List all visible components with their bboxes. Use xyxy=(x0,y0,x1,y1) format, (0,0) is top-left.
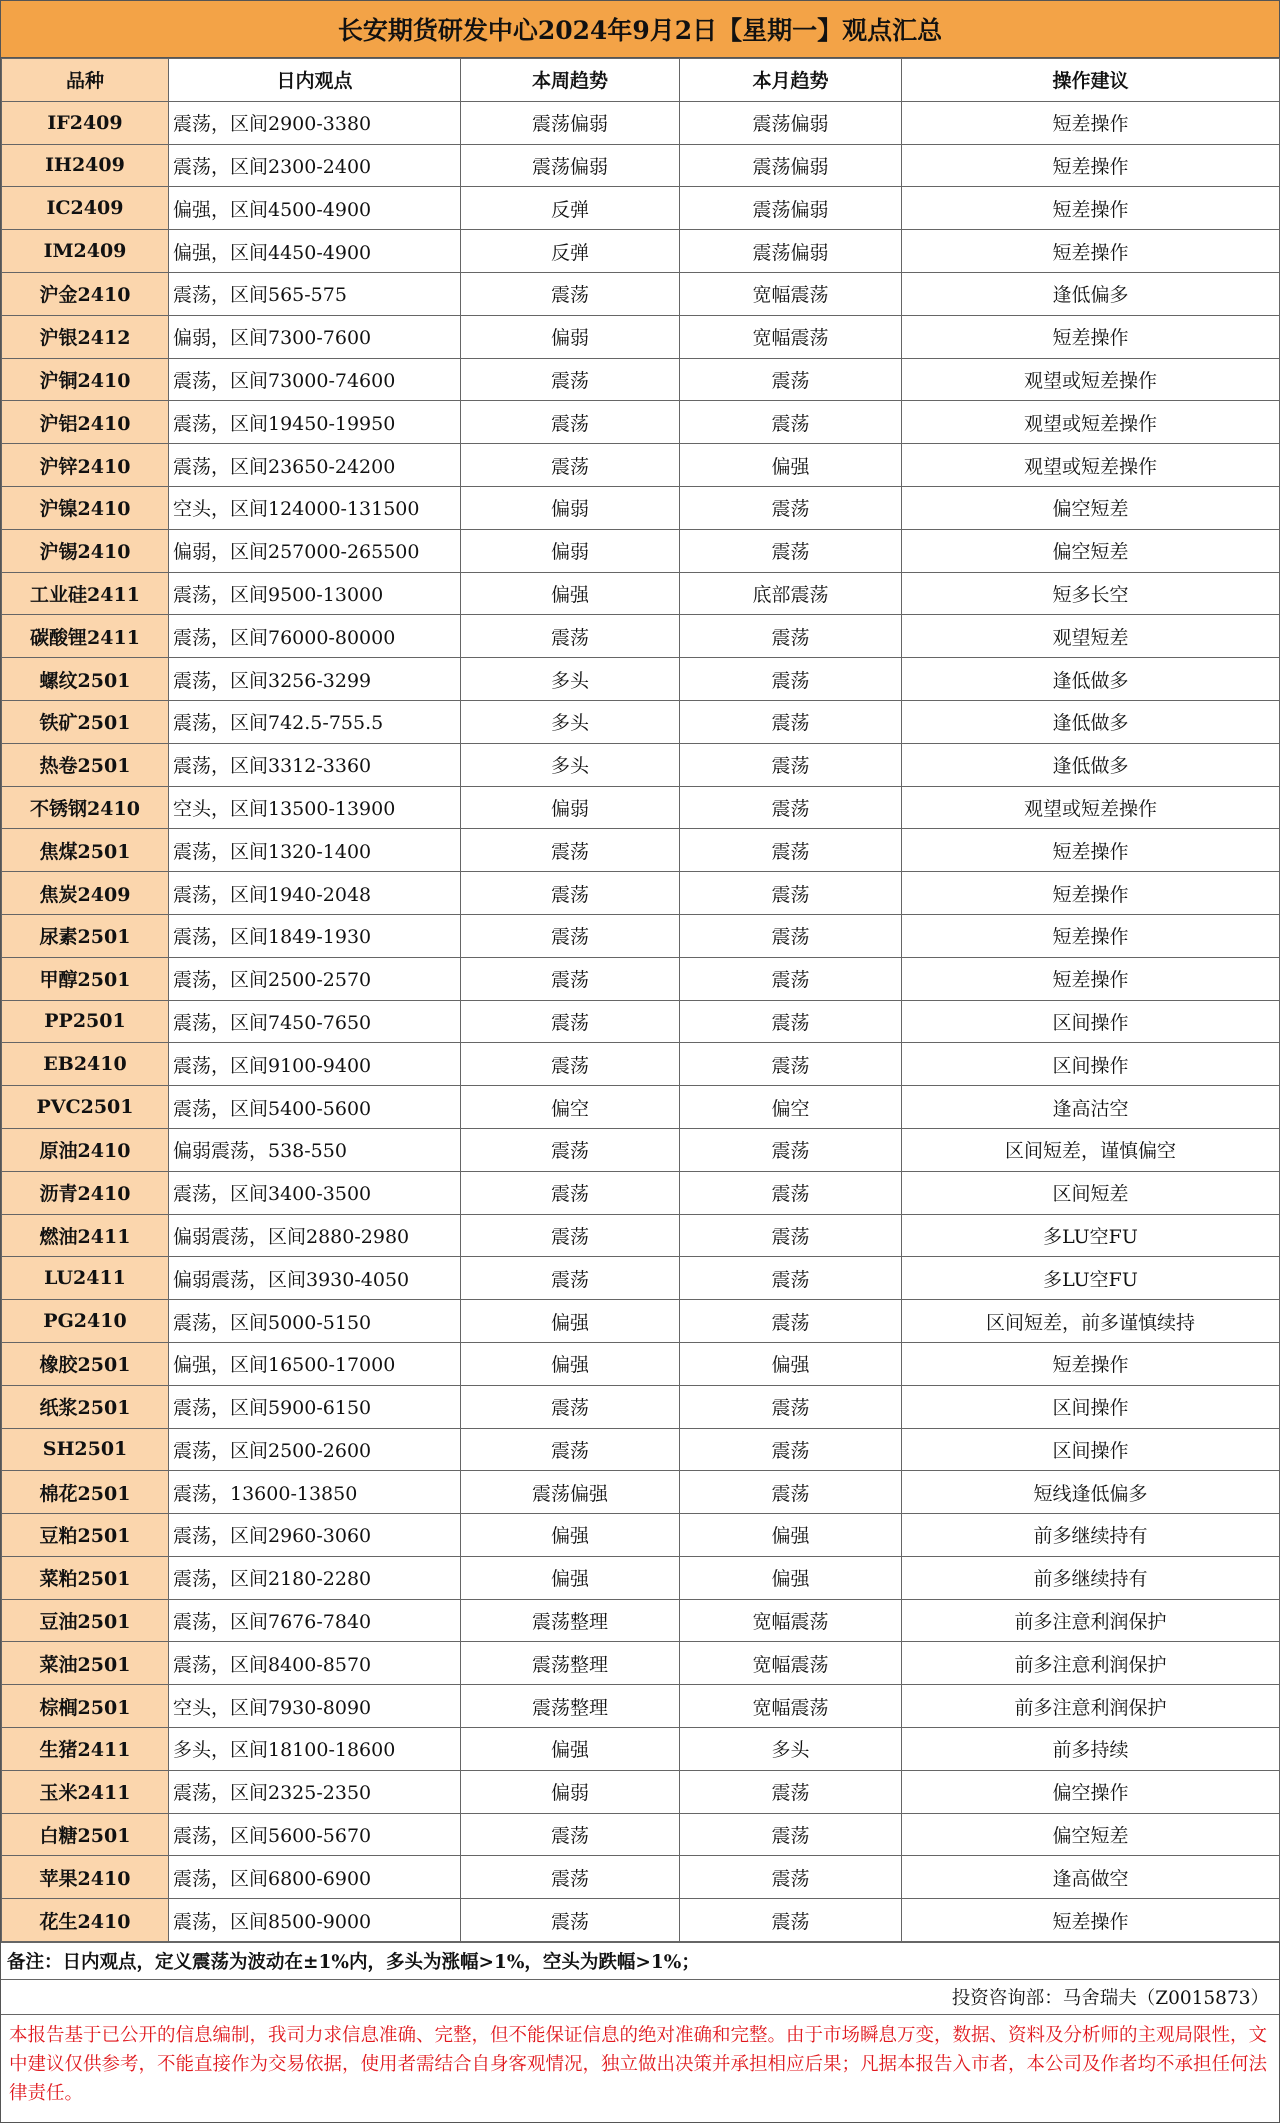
cell-intraday: 震荡，区间7676-7840 xyxy=(169,1599,461,1642)
cell-variety: SH2501 xyxy=(2,1428,169,1471)
cell-variety: 不锈钢2410 xyxy=(2,786,169,829)
cell-week-trend: 反弹 xyxy=(461,187,680,230)
table-row xyxy=(2,914,1280,957)
cell-week-trend: 震荡 xyxy=(461,272,680,315)
cell-variety: 白糖2501 xyxy=(2,1813,169,1856)
cell-variety: 碳酸锂2411 xyxy=(2,615,169,658)
cell-advice: 前多继续持有 xyxy=(902,1556,1280,1599)
cell-month-trend: 震荡 xyxy=(680,358,902,401)
cell-week-trend: 震荡偏强 xyxy=(461,1471,680,1514)
table-row xyxy=(2,1128,1280,1171)
table-row xyxy=(2,1385,1280,1428)
cell-variety: 沪镍2410 xyxy=(2,486,169,529)
cell-month-trend: 震荡 xyxy=(680,1300,902,1343)
table-row xyxy=(2,615,1280,658)
cell-week-trend: 偏强 xyxy=(461,572,680,615)
cell-intraday: 空头，区间124000-131500 xyxy=(169,486,461,529)
cell-intraday: 震荡，区间9100-9400 xyxy=(169,1043,461,1086)
cell-advice: 前多注意利润保护 xyxy=(902,1685,1280,1728)
cell-week-trend: 多头 xyxy=(461,700,680,743)
cell-advice: 多LU空FU xyxy=(902,1214,1280,1257)
cell-intraday: 震荡，区间7450-7650 xyxy=(169,1000,461,1043)
cell-month-trend: 震荡 xyxy=(680,1257,902,1300)
cell-week-trend: 震荡 xyxy=(461,1899,680,1942)
cell-week-trend: 偏弱 xyxy=(461,529,680,572)
cell-week-trend: 偏弱 xyxy=(461,315,680,358)
table-row xyxy=(2,1257,1280,1300)
cell-advice: 逢高做空 xyxy=(902,1856,1280,1899)
cell-intraday: 震荡，区间742.5-755.5 xyxy=(169,700,461,743)
cell-month-trend: 震荡 xyxy=(680,1128,902,1171)
cell-advice: 区间短差，谨慎偏空 xyxy=(902,1128,1280,1171)
header-intraday: 日内观点 xyxy=(169,59,461,102)
cell-advice: 短差操作 xyxy=(902,101,1280,144)
table-row xyxy=(2,230,1280,273)
cell-variety: 铁矿2501 xyxy=(2,700,169,743)
cell-week-trend: 震荡 xyxy=(461,1171,680,1214)
cell-intraday: 震荡，区间5000-5150 xyxy=(169,1300,461,1343)
table-row xyxy=(2,1770,1280,1813)
cell-advice: 偏空短差 xyxy=(902,1813,1280,1856)
cell-variety: 尿素2501 xyxy=(2,914,169,957)
cell-advice: 观望或短差操作 xyxy=(902,786,1280,829)
table-row xyxy=(2,872,1280,915)
cell-week-trend: 震荡整理 xyxy=(461,1642,680,1685)
table-row xyxy=(2,957,1280,1000)
cell-variety: 纸浆2501 xyxy=(2,1385,169,1428)
cell-variety: 螺纹2501 xyxy=(2,658,169,701)
table-row xyxy=(2,1642,1280,1685)
cell-intraday: 偏弱，区间257000-265500 xyxy=(169,529,461,572)
table-row xyxy=(2,1514,1280,1557)
cell-variety: 热卷2501 xyxy=(2,743,169,786)
cell-month-trend: 偏强 xyxy=(680,1514,902,1557)
table-row xyxy=(2,1556,1280,1599)
outlook-table xyxy=(1,58,1280,1942)
table-row xyxy=(2,1685,1280,1728)
cell-month-trend: 震荡 xyxy=(680,786,902,829)
table-row xyxy=(2,486,1280,529)
cell-month-trend: 震荡 xyxy=(680,957,902,1000)
header-advice: 操作建议 xyxy=(902,59,1280,102)
cell-week-trend: 震荡整理 xyxy=(461,1599,680,1642)
cell-month-trend: 震荡 xyxy=(680,615,902,658)
cell-advice: 偏空操作 xyxy=(902,1770,1280,1813)
cell-advice: 短差操作 xyxy=(902,230,1280,273)
cell-month-trend: 宽幅震荡 xyxy=(680,1642,902,1685)
cell-week-trend: 震荡偏弱 xyxy=(461,101,680,144)
table-row xyxy=(2,401,1280,444)
cell-advice: 区间操作 xyxy=(902,1000,1280,1043)
cell-month-trend: 偏强 xyxy=(680,444,902,487)
cell-intraday: 震荡，区间2300-2400 xyxy=(169,144,461,187)
table-row xyxy=(2,444,1280,487)
cell-variety: 工业硅2411 xyxy=(2,572,169,615)
cell-advice: 观望或短差操作 xyxy=(902,358,1280,401)
table-row xyxy=(2,572,1280,615)
table-row xyxy=(2,1000,1280,1043)
table-row xyxy=(2,144,1280,187)
cell-advice: 观望短差 xyxy=(902,615,1280,658)
cell-month-trend: 震荡 xyxy=(680,1770,902,1813)
cell-month-trend: 震荡 xyxy=(680,1214,902,1257)
cell-intraday: 震荡，区间1320-1400 xyxy=(169,829,461,872)
cell-intraday: 震荡，区间23650-24200 xyxy=(169,444,461,487)
table-row xyxy=(2,1813,1280,1856)
cell-advice: 前多注意利润保护 xyxy=(902,1599,1280,1642)
cell-week-trend: 偏强 xyxy=(461,1556,680,1599)
cell-month-trend: 偏空 xyxy=(680,1086,902,1129)
footnote: 备注：日内观点，定义震荡为波动在±1%内，多头为涨幅>1%，空头为跌幅>1%； xyxy=(1,1942,1279,1979)
cell-intraday: 偏强，区间4500-4900 xyxy=(169,187,461,230)
cell-intraday: 震荡，区间2500-2600 xyxy=(169,1428,461,1471)
cell-intraday: 震荡，区间2900-3380 xyxy=(169,101,461,144)
cell-variety: 沪铝2410 xyxy=(2,401,169,444)
cell-variety: PG2410 xyxy=(2,1300,169,1343)
report-title: 长安期货研发中心2024年9月2日【星期一】观点汇总 xyxy=(1,1,1279,58)
header-month-trend: 本月趋势 xyxy=(680,59,902,102)
cell-advice: 观望或短差操作 xyxy=(902,401,1280,444)
table-row xyxy=(2,358,1280,401)
cell-month-trend: 震荡 xyxy=(680,743,902,786)
cell-variety: IF2409 xyxy=(2,101,169,144)
header-variety: 品种 xyxy=(2,59,169,102)
cell-variety: IC2409 xyxy=(2,187,169,230)
cell-month-trend: 震荡 xyxy=(680,1471,902,1514)
table-row xyxy=(2,786,1280,829)
cell-intraday: 震荡，区间1940-2048 xyxy=(169,872,461,915)
cell-intraday: 震荡，区间5900-6150 xyxy=(169,1385,461,1428)
cell-month-trend: 震荡偏弱 xyxy=(680,230,902,273)
cell-month-trend: 震荡 xyxy=(680,486,902,529)
cell-variety: 豆粕2501 xyxy=(2,1514,169,1557)
cell-advice: 短差操作 xyxy=(902,829,1280,872)
table-row xyxy=(2,1342,1280,1385)
table-row xyxy=(2,1728,1280,1771)
cell-advice: 多LU空FU xyxy=(902,1257,1280,1300)
header-week-trend: 本周趋势 xyxy=(461,59,680,102)
cell-week-trend: 偏强 xyxy=(461,1728,680,1771)
cell-month-trend: 震荡 xyxy=(680,1385,902,1428)
table-row xyxy=(2,1086,1280,1129)
cell-variety: 沪银2412 xyxy=(2,315,169,358)
cell-variety: PVC2501 xyxy=(2,1086,169,1129)
cell-week-trend: 震荡 xyxy=(461,401,680,444)
cell-week-trend: 偏弱 xyxy=(461,786,680,829)
cell-advice: 短差操作 xyxy=(902,1342,1280,1385)
cell-week-trend: 多头 xyxy=(461,658,680,701)
cell-advice: 短差操作 xyxy=(902,957,1280,1000)
cell-advice: 短差操作 xyxy=(902,1899,1280,1942)
table-header-row xyxy=(2,59,1280,102)
cell-intraday: 偏弱震荡，区间3930-4050 xyxy=(169,1257,461,1300)
cell-month-trend: 震荡 xyxy=(680,1000,902,1043)
cell-variety: IH2409 xyxy=(2,144,169,187)
cell-intraday: 震荡，区间8400-8570 xyxy=(169,1642,461,1685)
cell-week-trend: 偏空 xyxy=(461,1086,680,1129)
table-row xyxy=(2,1899,1280,1942)
cell-variety: 焦煤2501 xyxy=(2,829,169,872)
cell-intraday: 震荡，13600-13850 xyxy=(169,1471,461,1514)
cell-advice: 前多继续持有 xyxy=(902,1514,1280,1557)
cell-week-trend: 震荡整理 xyxy=(461,1685,680,1728)
cell-variety: EB2410 xyxy=(2,1043,169,1086)
cell-week-trend: 反弹 xyxy=(461,230,680,273)
cell-month-trend: 震荡 xyxy=(680,1899,902,1942)
cell-month-trend: 震荡 xyxy=(680,658,902,701)
contact-line: 投资咨询部：马舍瑞夫（Z0015873） xyxy=(1,1979,1279,2014)
cell-variety: 沪锌2410 xyxy=(2,444,169,487)
cell-variety: 花生2410 xyxy=(2,1899,169,1942)
cell-intraday: 震荡，区间6800-6900 xyxy=(169,1856,461,1899)
cell-intraday: 偏强，区间4450-4900 xyxy=(169,230,461,273)
cell-variety: 橡胶2501 xyxy=(2,1342,169,1385)
cell-week-trend: 震荡 xyxy=(461,444,680,487)
disclaimer: 本报告基于已公开的信息编制，我司力求信息准确、完整，但不能保证信息的绝对准确和完整。由于市场瞬息万变，数据、资料及分析师的主观局限性，文中建议仅供参考，不能直接作为交易依据，使用者需结合自身客观情况，独立做出决策并承担相应后果；凡据本报告入市者，本公司及作者均不承担任何法律责任。 xyxy=(1,2014,1279,2122)
cell-advice: 偏空短差 xyxy=(902,486,1280,529)
cell-month-trend: 宽幅震荡 xyxy=(680,1685,902,1728)
cell-variety: 生猪2411 xyxy=(2,1728,169,1771)
cell-variety: 玉米2411 xyxy=(2,1770,169,1813)
cell-advice: 逢低做多 xyxy=(902,743,1280,786)
cell-month-trend: 震荡 xyxy=(680,1856,902,1899)
cell-intraday: 震荡，区间8500-9000 xyxy=(169,1899,461,1942)
table-row xyxy=(2,1171,1280,1214)
cell-month-trend: 偏强 xyxy=(680,1342,902,1385)
cell-intraday: 震荡，区间2325-2350 xyxy=(169,1770,461,1813)
cell-week-trend: 震荡 xyxy=(461,1043,680,1086)
cell-intraday: 震荡，区间19450-19950 xyxy=(169,401,461,444)
cell-variety: 焦炭2409 xyxy=(2,872,169,915)
cell-intraday: 震荡，区间76000-80000 xyxy=(169,615,461,658)
table-row xyxy=(2,1300,1280,1343)
cell-intraday: 震荡，区间565-575 xyxy=(169,272,461,315)
cell-week-trend: 震荡 xyxy=(461,1385,680,1428)
cell-advice: 短差操作 xyxy=(902,872,1280,915)
table-row xyxy=(2,529,1280,572)
cell-intraday: 偏弱震荡，区间2880-2980 xyxy=(169,1214,461,1257)
table-row xyxy=(2,272,1280,315)
cell-month-trend: 震荡 xyxy=(680,872,902,915)
table-row xyxy=(2,1043,1280,1086)
cell-week-trend: 偏强 xyxy=(461,1342,680,1385)
cell-intraday: 震荡，区间3256-3299 xyxy=(169,658,461,701)
cell-variety: 棉花2501 xyxy=(2,1471,169,1514)
cell-advice: 逢低做多 xyxy=(902,700,1280,743)
cell-week-trend: 偏弱 xyxy=(461,1770,680,1813)
cell-variety: 菜油2501 xyxy=(2,1642,169,1685)
cell-advice: 区间操作 xyxy=(902,1385,1280,1428)
cell-week-trend: 震荡 xyxy=(461,358,680,401)
table-row xyxy=(2,101,1280,144)
cell-advice: 短线逢低偏多 xyxy=(902,1471,1280,1514)
cell-advice: 区间短差，前多谨慎续持 xyxy=(902,1300,1280,1343)
cell-month-trend: 宽幅震荡 xyxy=(680,272,902,315)
cell-advice: 前多注意利润保护 xyxy=(902,1642,1280,1685)
cell-advice: 区间操作 xyxy=(902,1428,1280,1471)
cell-intraday: 偏弱，区间7300-7600 xyxy=(169,315,461,358)
cell-intraday: 偏强，区间16500-17000 xyxy=(169,1342,461,1385)
cell-week-trend: 多头 xyxy=(461,743,680,786)
cell-variety: 原油2410 xyxy=(2,1128,169,1171)
cell-intraday: 震荡，区间3400-3500 xyxy=(169,1171,461,1214)
cell-week-trend: 震荡 xyxy=(461,1813,680,1856)
cell-week-trend: 震荡偏弱 xyxy=(461,144,680,187)
cell-variety: 棕榈2501 xyxy=(2,1685,169,1728)
cell-advice: 短差操作 xyxy=(902,187,1280,230)
table-row xyxy=(2,1856,1280,1899)
cell-intraday: 震荡，区间9500-13000 xyxy=(169,572,461,615)
cell-week-trend: 震荡 xyxy=(461,914,680,957)
cell-month-trend: 震荡 xyxy=(680,1171,902,1214)
cell-variety: 燃油2411 xyxy=(2,1214,169,1257)
cell-week-trend: 震荡 xyxy=(461,1000,680,1043)
cell-advice: 逢低偏多 xyxy=(902,272,1280,315)
cell-month-trend: 震荡 xyxy=(680,1428,902,1471)
cell-week-trend: 震荡 xyxy=(461,1128,680,1171)
cell-month-trend: 多头 xyxy=(680,1728,902,1771)
cell-month-trend: 宽幅震荡 xyxy=(680,315,902,358)
cell-intraday: 震荡，区间5400-5600 xyxy=(169,1086,461,1129)
table-row xyxy=(2,700,1280,743)
cell-month-trend: 震荡 xyxy=(680,1043,902,1086)
cell-intraday: 偏弱震荡，538-550 xyxy=(169,1128,461,1171)
cell-advice: 短多长空 xyxy=(902,572,1280,615)
cell-intraday: 震荡，区间5600-5670 xyxy=(169,1813,461,1856)
cell-intraday: 震荡，区间2500-2570 xyxy=(169,957,461,1000)
cell-intraday: 震荡，区间2960-3060 xyxy=(169,1514,461,1557)
cell-week-trend: 偏强 xyxy=(461,1514,680,1557)
cell-intraday: 震荡，区间1849-1930 xyxy=(169,914,461,957)
table-row xyxy=(2,1471,1280,1514)
cell-advice: 区间操作 xyxy=(902,1043,1280,1086)
table-row xyxy=(2,187,1280,230)
cell-variety: 沪锡2410 xyxy=(2,529,169,572)
cell-intraday: 震荡，区间2180-2280 xyxy=(169,1556,461,1599)
cell-intraday: 空头，区间13500-13900 xyxy=(169,786,461,829)
cell-advice: 逢低做多 xyxy=(902,658,1280,701)
cell-week-trend: 偏弱 xyxy=(461,486,680,529)
table-row xyxy=(2,658,1280,701)
cell-variety: 沪金2410 xyxy=(2,272,169,315)
cell-intraday: 多头，区间18100-18600 xyxy=(169,1728,461,1771)
cell-variety: LU2411 xyxy=(2,1257,169,1300)
table-row xyxy=(2,1428,1280,1471)
cell-week-trend: 偏强 xyxy=(461,1300,680,1343)
cell-month-trend: 震荡 xyxy=(680,529,902,572)
cell-week-trend: 震荡 xyxy=(461,1257,680,1300)
table-row xyxy=(2,1599,1280,1642)
cell-variety: 沥青2410 xyxy=(2,1171,169,1214)
table-row xyxy=(2,315,1280,358)
cell-variety: 沪铜2410 xyxy=(2,358,169,401)
cell-week-trend: 震荡 xyxy=(461,1214,680,1257)
cell-month-trend: 震荡偏弱 xyxy=(680,101,902,144)
cell-variety: 豆油2501 xyxy=(2,1599,169,1642)
cell-month-trend: 震荡 xyxy=(680,700,902,743)
cell-intraday: 震荡，区间73000-74600 xyxy=(169,358,461,401)
cell-advice: 区间短差 xyxy=(902,1171,1280,1214)
cell-week-trend: 震荡 xyxy=(461,957,680,1000)
cell-week-trend: 震荡 xyxy=(461,615,680,658)
table-row xyxy=(2,1214,1280,1257)
cell-week-trend: 震荡 xyxy=(461,829,680,872)
cell-month-trend: 宽幅震荡 xyxy=(680,1599,902,1642)
table-row xyxy=(2,743,1280,786)
cell-month-trend: 震荡 xyxy=(680,1813,902,1856)
table-body xyxy=(2,101,1280,1941)
cell-month-trend: 震荡偏弱 xyxy=(680,144,902,187)
cell-month-trend: 底部震荡 xyxy=(680,572,902,615)
cell-variety: IM2409 xyxy=(2,230,169,273)
cell-advice: 偏空短差 xyxy=(902,529,1280,572)
cell-week-trend: 震荡 xyxy=(461,1856,680,1899)
cell-advice: 短差操作 xyxy=(902,914,1280,957)
cell-month-trend: 震荡 xyxy=(680,914,902,957)
cell-month-trend: 震荡 xyxy=(680,829,902,872)
cell-advice: 逢高沽空 xyxy=(902,1086,1280,1129)
cell-variety: 苹果2410 xyxy=(2,1856,169,1899)
cell-month-trend: 偏强 xyxy=(680,1556,902,1599)
cell-week-trend: 震荡 xyxy=(461,1428,680,1471)
cell-intraday: 震荡，区间3312-3360 xyxy=(169,743,461,786)
cell-variety: 甲醇2501 xyxy=(2,957,169,1000)
cell-advice: 前多持续 xyxy=(902,1728,1280,1771)
cell-advice: 观望或短差操作 xyxy=(902,444,1280,487)
cell-advice: 短差操作 xyxy=(902,315,1280,358)
cell-month-trend: 震荡偏弱 xyxy=(680,187,902,230)
cell-week-trend: 震荡 xyxy=(461,872,680,915)
table-row xyxy=(2,829,1280,872)
cell-intraday: 空头，区间7930-8090 xyxy=(169,1685,461,1728)
cell-variety: 菜粕2501 xyxy=(2,1556,169,1599)
cell-month-trend: 震荡 xyxy=(680,401,902,444)
cell-advice: 短差操作 xyxy=(902,144,1280,187)
cell-variety: PP2501 xyxy=(2,1000,169,1043)
